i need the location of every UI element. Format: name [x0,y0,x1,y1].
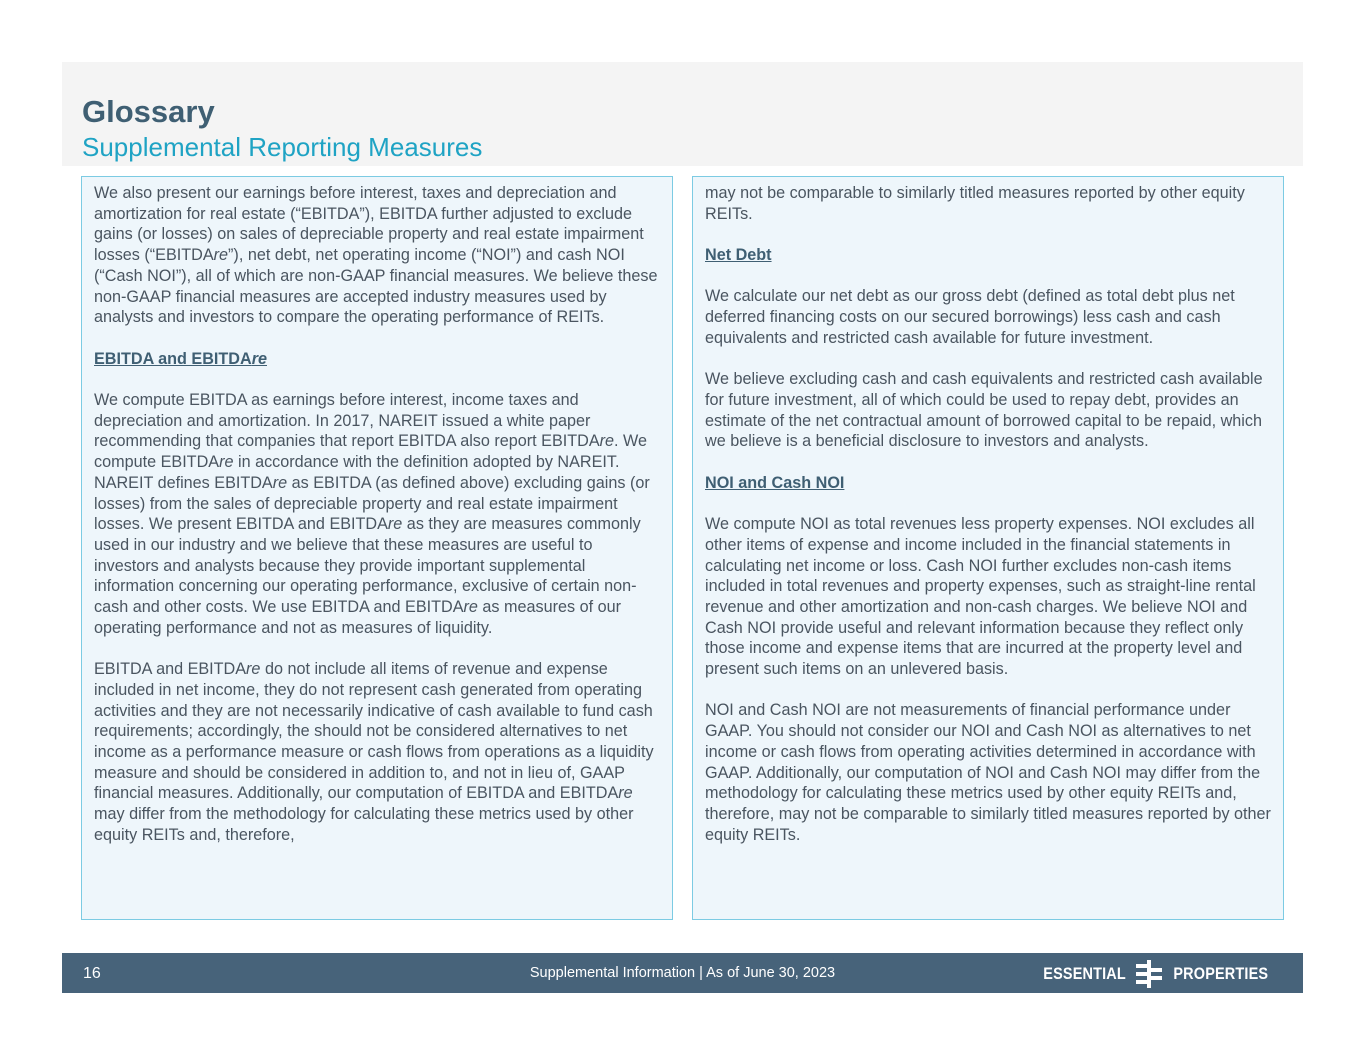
footer-center-text: Supplemental Information | As of June 30, 2023 [529,965,836,981]
net-debt-paragraph-2: We believe excluding cash and cash equivalents and restricted cash available for future investment, all of which could be used to repay debt, provides an estimate of the net contractual amount of borrowed capital to be repaid, which we believe is a beneficial disclosure to investors and analysts. [705,370,1263,451]
noi-paragraph-1: We compute NOI as total revenues less property expenses. NOI excludes all other items of expense and income included in the financial statements in calculating net income or loss. Cash NOI further excludes non-cash items included in total revenues and property expenses, such as straight-line rental revenue and other amortization and non-cash charges. We believe NOI and Cash NOI provide useful and relevant information because they reflect only those income and expense items that are incurred at the property level and present such items on an unlevered basis. [705,515,1256,679]
page-number: 16 [83,965,101,982]
ebitda-paragraph-1: We compute EBITDA as earnings before interest, income taxes and depreciation and amortization. In 2017, NAREIT issued a white paper recommending that companies that report EBITDA also report EBITDAre. We compute EBITDAre in accordance with the definition adopted by NAREIT. NAREIT defines EBITDAre as EBITDA (as defined above) excluding gains (or losses) from the sales of depreciable property and real estate impairment losses. We present EBITDA and EBITDAre as they are measures commonly used in our industry and we believe that these measures are useful to investors and analysts because they provide important supplemental information concerning our operating performance, exclusive of certain non-cash and other costs. We use EBITDA and EBITDAre as measures of our operating performance and not as measures of liquidity. [94,391,650,637]
footer-bar [62,953,1303,993]
ebitda-heading [94,349,660,370]
right-text-panel [692,176,1284,920]
net-debt-heading: Net Debt [705,246,772,265]
logo-word-right: PROPERTIES [1173,964,1269,983]
noi-paragraph-2: NOI and Cash NOI are not measurements of financial performance under GAAP. You should not consider our NOI and Cash NOI as alternatives to net income or cash flows from operating activities determined in accordance with GAAP. Additionally, our computation of NOI and Cash NOI may differ from the methodology for calculating these metrics used by other equity REITs and, therefore, may not be comparable to similarly titled measures reported by other equity REITs. [705,701,1271,844]
net-debt-paragraph-1: We calculate our net debt as our gross debt (defined as total debt plus net deferred financing costs on our secured borrowings) less cash and cash equivalents and restricted cash available for future investment. [705,287,1235,347]
page-subtitle: Supplemental Reporting Measures [82,132,483,162]
continuation-paragraph: may not be comparable to similarly titled measures reported by other equity REITs. [705,184,1245,223]
essential-properties-logo [1036,962,1277,986]
ebitda-heading-suffix: re [251,349,267,368]
page-title: Glossary [82,94,215,129]
logo-word-left: ESSENTIAL [1043,964,1127,983]
ebitda-paragraph-2: EBITDA and EBITDAre do not include all items of revenue and expense included in net income, they do not represent cash generated from operating activities and they are not necessarily indicative of cash available to fund cash requirements; accordingly, the should not be considered alternatives to net income as a performance measure or cash flows from operations as a liquidity measure and should be considered in addition to, and not in lieu of, GAAP financial measures. Additionally, our computation of EBITDA and EBITDAre may differ from the methodology for calculating these metrics used by other equity REITs and, therefore, [94,660,654,844]
intro-paragraph: We also present our earnings before interest, taxes and depreciation and amortization for real estate (“EBITDA”), EBITDA further adjusted to exclude gains (or losses) on sales of depreciable property and real estate impairment losses (“EBITDAre”), net debt, net operating income (“NOI”) and cash NOI (“Cash NOI”), all of which are non-GAAP financial measures. We believe these non-GAAP financial measures are accepted industry measures used by analysts and investors to compare the operating performance of REITs. [94,184,658,327]
left-text-panel [81,176,673,920]
ebitda-heading-prefix: EBITDA and EBITDA [94,349,252,368]
logo-mark-icon [1136,960,1162,988]
noi-heading: NOI and Cash NOI [705,473,845,492]
